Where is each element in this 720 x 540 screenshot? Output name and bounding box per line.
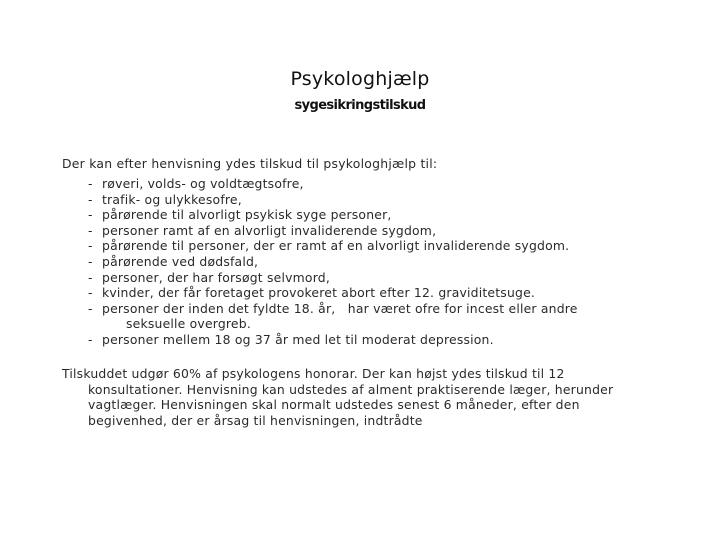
list-dash: - xyxy=(88,331,93,347)
slide-subtitle: sygesikringstilskud xyxy=(294,98,426,113)
list-item-text: pårørende til alvorligt psykisk syge personer, xyxy=(102,207,392,223)
list-item-text: pårørende ved dødsfald, xyxy=(102,253,259,269)
list-item xyxy=(88,285,688,301)
list-item xyxy=(88,176,688,192)
list-item-text: pårørende til personer, der er ramt af en alvorligt invaliderende sygdom. xyxy=(102,238,570,254)
list-dash: - xyxy=(88,222,93,238)
list-dash: - xyxy=(88,300,93,316)
list-dash: - xyxy=(88,176,93,191)
footer-line: begivenhed, der er årsag til henvisningen, indtrådte xyxy=(88,412,423,428)
list-item xyxy=(88,238,688,254)
intro-text: Der kan efter henvisning ydes tilskud til psykologhjælp til: xyxy=(62,156,438,171)
list-item-text: personer, der har forsøgt selvmord, xyxy=(102,269,330,285)
list-item-text: personer ramt af en alvorligt invaliderende sygdom, xyxy=(102,222,437,238)
footer-line: Tilskuddet udgør 60% af psykologens honorar. Der kan højst ydes tilskud til 12 xyxy=(62,366,565,381)
list-item-text: seksuelle overgreb. xyxy=(126,316,251,332)
list-item-text: trafik- og ulykkesofre, xyxy=(102,191,242,207)
list-item-text: kvinder, der får foretaget provokeret abort efter 12. graviditetsuge. xyxy=(102,285,536,301)
list-item-text: personer mellem 18 og 37 år med let til moderat depression. xyxy=(102,331,494,347)
slide-title: Psykologhjælp xyxy=(290,68,430,90)
list-item xyxy=(88,332,688,348)
footer-line: konsultationer. Henvisning kan udstedes af alment praktiserende læger, herunder xyxy=(88,381,614,397)
list-item xyxy=(88,270,688,286)
footer-paragraph xyxy=(62,366,662,428)
list-item-continuation xyxy=(88,316,688,332)
list-item xyxy=(88,254,688,270)
list-dash: - xyxy=(88,238,93,254)
list-item xyxy=(88,301,688,317)
list-dash: - xyxy=(88,269,93,285)
eligibility-list xyxy=(88,176,688,348)
list-dash: - xyxy=(88,191,93,207)
list-dash: - xyxy=(88,285,93,301)
list-item xyxy=(88,223,688,239)
list-item xyxy=(88,192,688,208)
footer-line: vagtlæger. Henvisningen skal normalt udstedes senest 6 måneder, efter den xyxy=(88,397,580,413)
list-item-text: røveri, volds- og voldtægtsofre, xyxy=(102,176,304,191)
list-dash: - xyxy=(88,253,93,269)
list-item-text: personer der inden det fyldte 18. år, har været ofre for incest eller andre xyxy=(102,300,578,316)
list-dash: - xyxy=(88,207,93,223)
list-item xyxy=(88,207,688,223)
